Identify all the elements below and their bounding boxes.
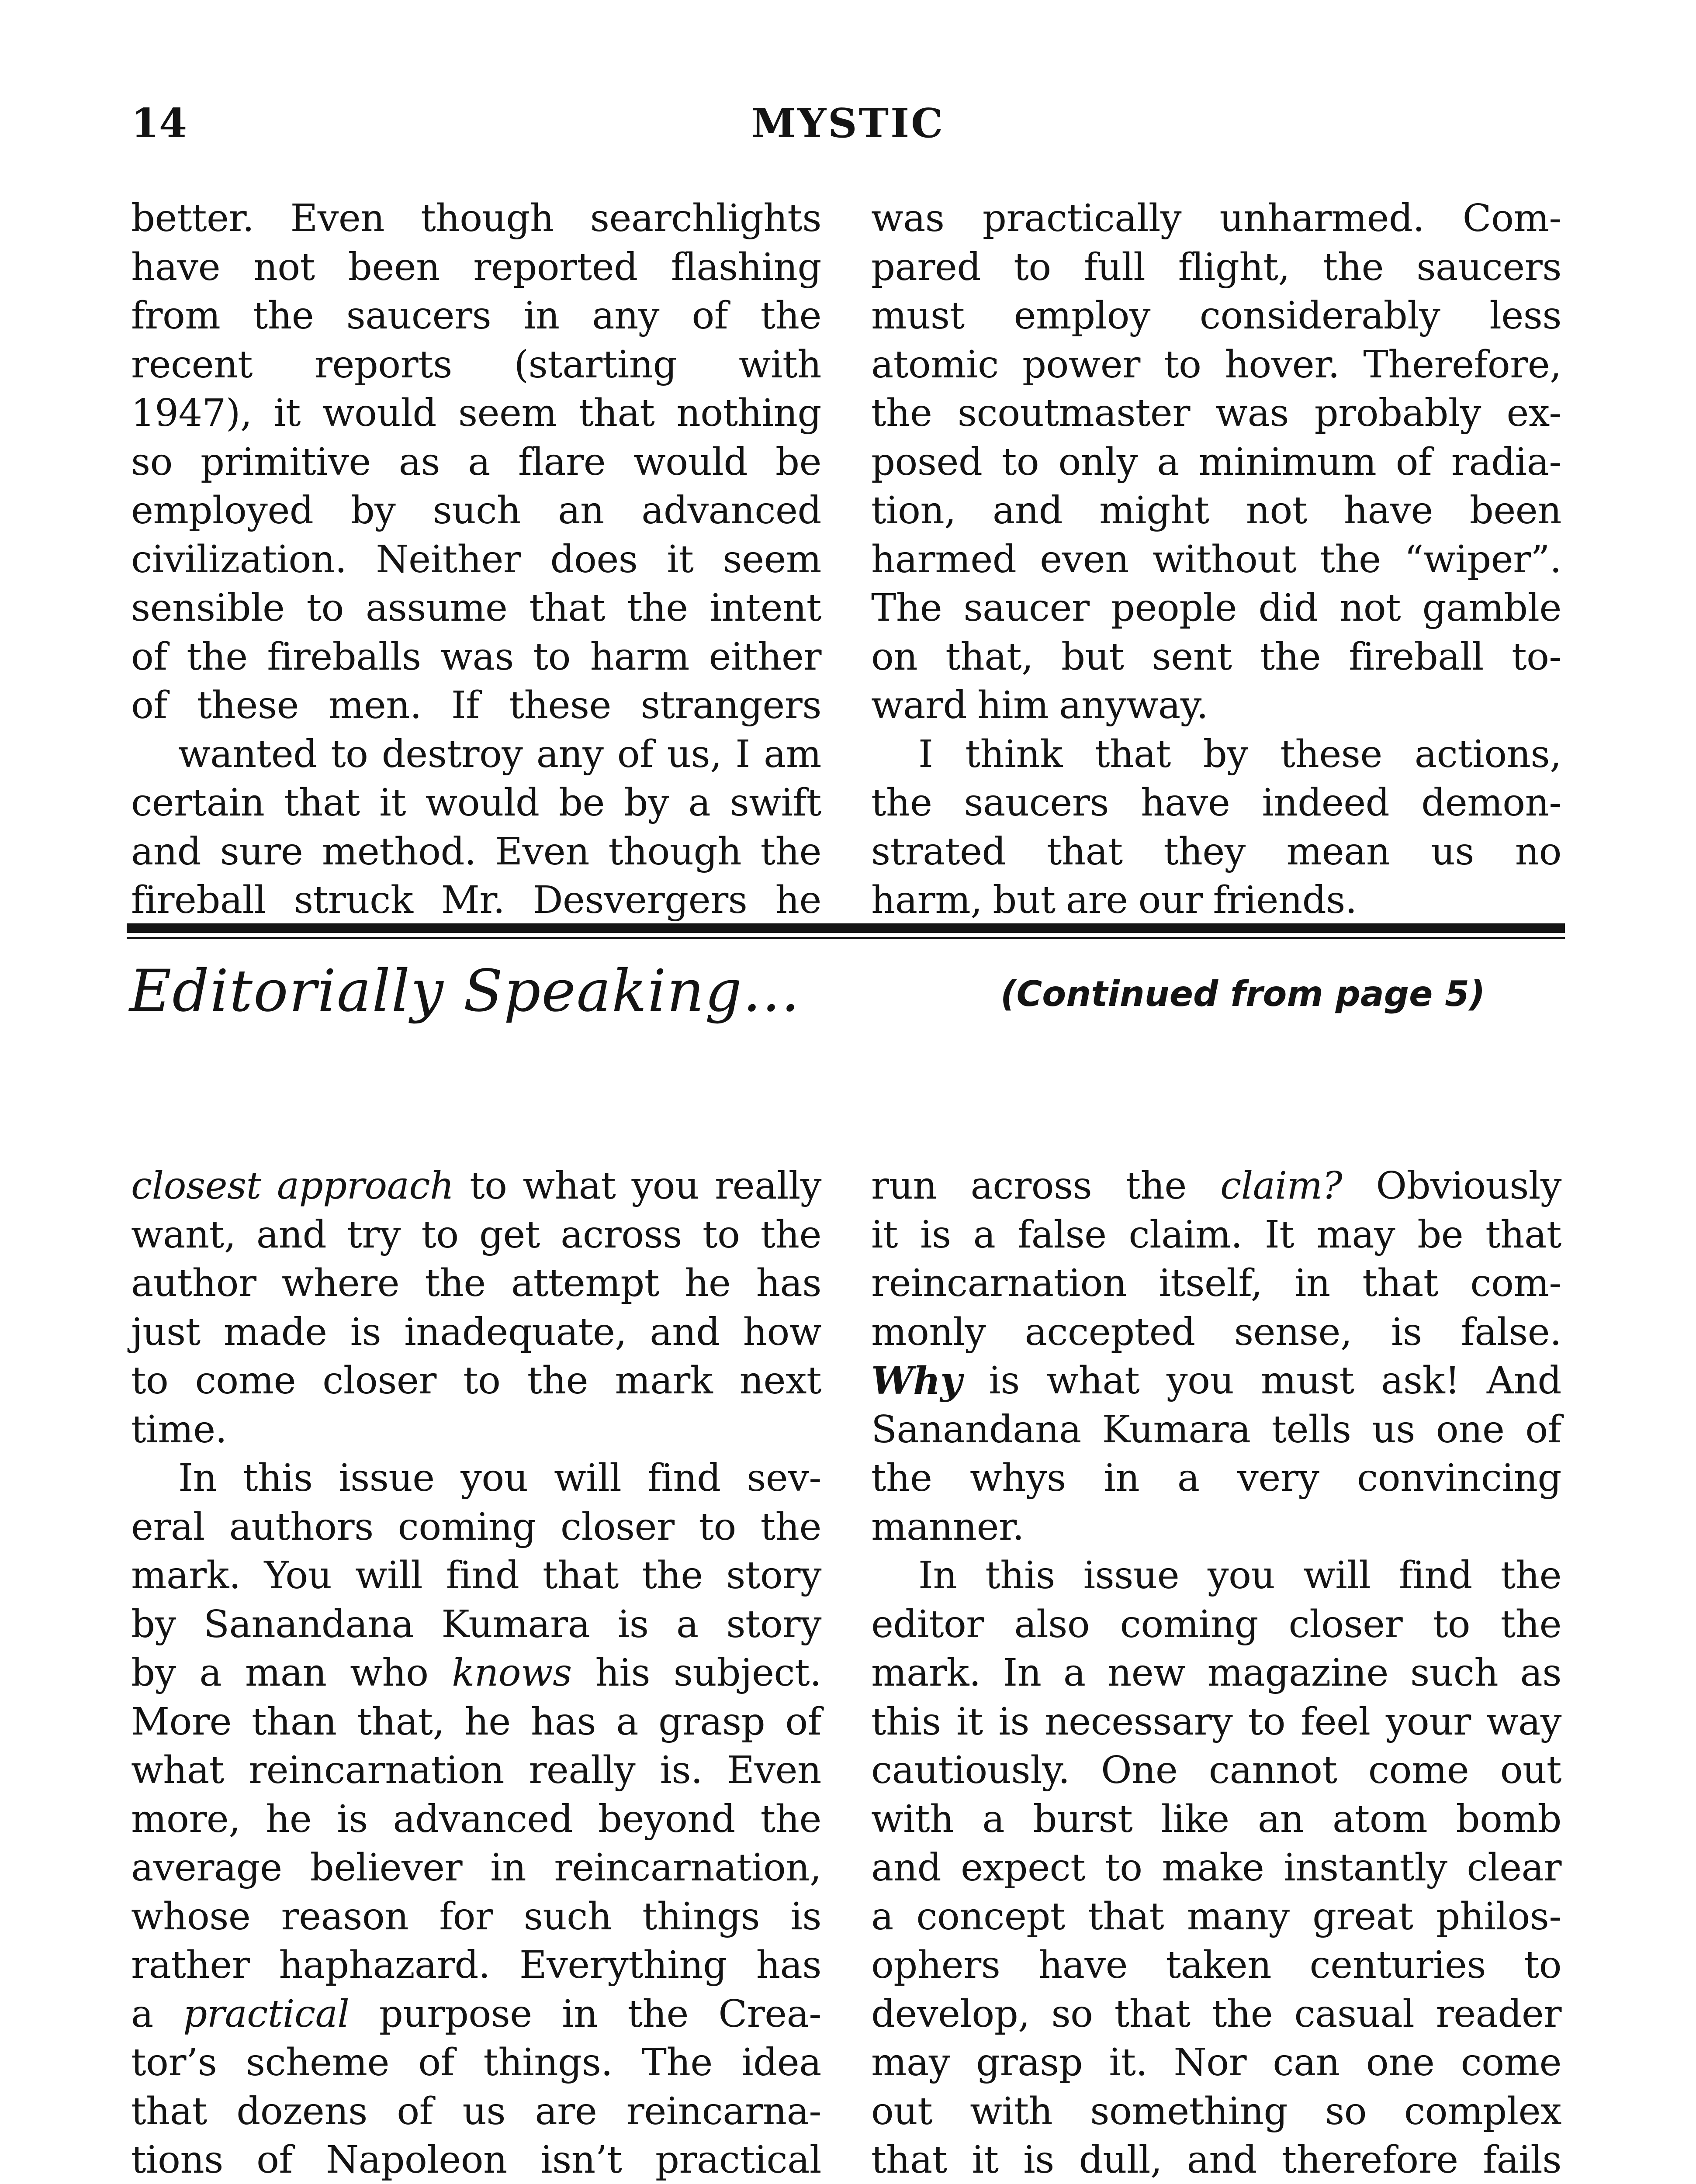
section-rule-thin	[127, 937, 1565, 939]
text-line: have not been reported flashing	[131, 245, 821, 289]
text-line: that dozens of us are reincarna-	[131, 2089, 821, 2133]
text-line: Sanandana Kumara tells us one of	[871, 1407, 1561, 1451]
text-line: the whys in a very convincing	[871, 1456, 1561, 1500]
text-line: recent reports (starting with	[131, 342, 821, 387]
text-line: 1947), it would seem that nothing	[131, 391, 821, 435]
running-head: MYSTIC	[751, 100, 945, 147]
text-line: author where the attempt he has	[131, 1261, 821, 1305]
text-line: civilization. Neither does it seem	[131, 537, 821, 581]
editorial-heading: Editorially Speaking...	[129, 957, 800, 1025]
continued-note: (Continued from page 5)	[1000, 974, 1485, 1014]
text-line: that it is dull, and therefore fails	[871, 2138, 1561, 2182]
text-line: develop, so that the casual reader	[871, 1992, 1561, 2036]
text-line: and expect to make instantly clear	[871, 1846, 1561, 1890]
text-line: harm, but are our friends.	[871, 878, 1357, 922]
text-line: sensible to assume that the intent	[131, 586, 821, 630]
text-line: I think that by these actions,	[918, 732, 1561, 776]
text-line: what reincarnation really is. Even	[131, 1749, 821, 1792]
text-line: employed by such an advanced	[131, 489, 821, 532]
text-line: want, and try to get across to the	[131, 1213, 821, 1257]
column-bottom-left	[131, 1162, 821, 2184]
text-line: harmed even without the “wiper”.	[871, 537, 1561, 581]
text-line: a concept that many great philos-	[871, 1894, 1561, 1939]
text-line: editor also coming closer to the	[871, 1602, 1561, 1646]
text-line: so primitive as a flare would be	[131, 440, 821, 484]
text-line: by a man who knows his subject.	[131, 1651, 821, 1695]
text-line: must employ considerably less	[871, 294, 1561, 338]
text-line: was practically unharmed. Com-	[871, 197, 1561, 240]
text-line: on that, but sent the fireball to-	[871, 635, 1561, 679]
text-line: wanted to destroy any of us, I am	[178, 732, 821, 776]
text-line: of these men. If these strangers	[131, 684, 821, 727]
text-line: a practical purpose in the Crea-	[131, 1992, 821, 2036]
text-line: eral authors coming closer to the	[131, 1505, 821, 1549]
text-line: atomic power to hover. Therefore,	[871, 342, 1561, 387]
column-top-left	[131, 194, 821, 925]
text-line: ophers have taken centuries to	[871, 1943, 1561, 1987]
text-line: reincarnation itself, in that com-	[871, 1261, 1561, 1305]
text-line: tor’s scheme of things. The idea	[131, 2041, 821, 2084]
text-line: time.	[131, 1407, 227, 1451]
text-line: to come closer to the mark next	[131, 1359, 821, 1403]
text-line: and sure method. Even though the	[131, 829, 821, 874]
text-line: it is a false claim. It may be that	[871, 1213, 1561, 1257]
text-line: just made is inadequate, and how	[131, 1310, 821, 1354]
text-line: tion, and might not have been	[871, 489, 1561, 532]
text-line: this it is necessary to feel your way	[871, 1700, 1561, 1744]
text-line: certain that it would be by a swift	[131, 781, 821, 825]
text-line: In this issue you will find sev-	[178, 1456, 821, 1500]
text-line: run across the claim? Obviously	[871, 1164, 1561, 1208]
text-line: with a burst like an atom bomb	[871, 1797, 1561, 1841]
text-line: may grasp it. Nor can one come	[871, 2041, 1561, 2084]
text-line: mark. You will find that the story	[131, 1554, 821, 1597]
text-line: rather haphazard. Everything has	[131, 1943, 821, 1987]
text-line: manner.	[871, 1505, 1024, 1549]
column-top-right	[871, 194, 1561, 925]
text-line: strated that they mean us no	[871, 829, 1561, 874]
text-line: closest approach to what you really	[131, 1164, 821, 1208]
text-line: the scoutmaster was probably ex-	[871, 391, 1561, 435]
text-line: The saucer people did not gamble	[871, 586, 1561, 630]
text-line: out with something so complex	[871, 2089, 1561, 2133]
text-line: fireball struck Mr. Desvergers he	[131, 878, 821, 922]
text-line: In this issue you will find the	[918, 1554, 1561, 1597]
text-line: ward him anyway.	[871, 684, 1208, 727]
text-line: from the saucers in any of the	[131, 294, 821, 338]
text-line: average believer in reincarnation,	[131, 1846, 821, 1890]
section-rule	[127, 923, 1565, 933]
text-line: tions of Napoleon isn’t practical	[131, 2138, 821, 2182]
text-line: pared to full flight, the saucers	[871, 245, 1561, 289]
text-line: better. Even though searchlights	[131, 197, 821, 240]
text-line: mark. In a new magazine such as	[871, 1651, 1561, 1695]
text-line: more, he is advanced beyond the	[131, 1797, 821, 1841]
page-number: 14	[131, 100, 187, 147]
column-bottom-right	[871, 1162, 1561, 2184]
text-line: of the fireballs was to harm either	[131, 635, 821, 679]
text-line: cautiously. One cannot come out	[871, 1749, 1561, 1792]
text-line: the saucers have indeed demon-	[871, 781, 1561, 825]
text-line: monly accepted sense, is false.	[871, 1310, 1561, 1354]
text-line: Why is what you must ask! And	[871, 1359, 1561, 1403]
text-line: More than that, he has a grasp of	[131, 1700, 821, 1744]
text-line: posed to only a minimum of radia-	[871, 440, 1561, 484]
text-line: whose reason for such things is	[131, 1894, 821, 1939]
text-line: by Sanandana Kumara is a story	[131, 1602, 821, 1646]
